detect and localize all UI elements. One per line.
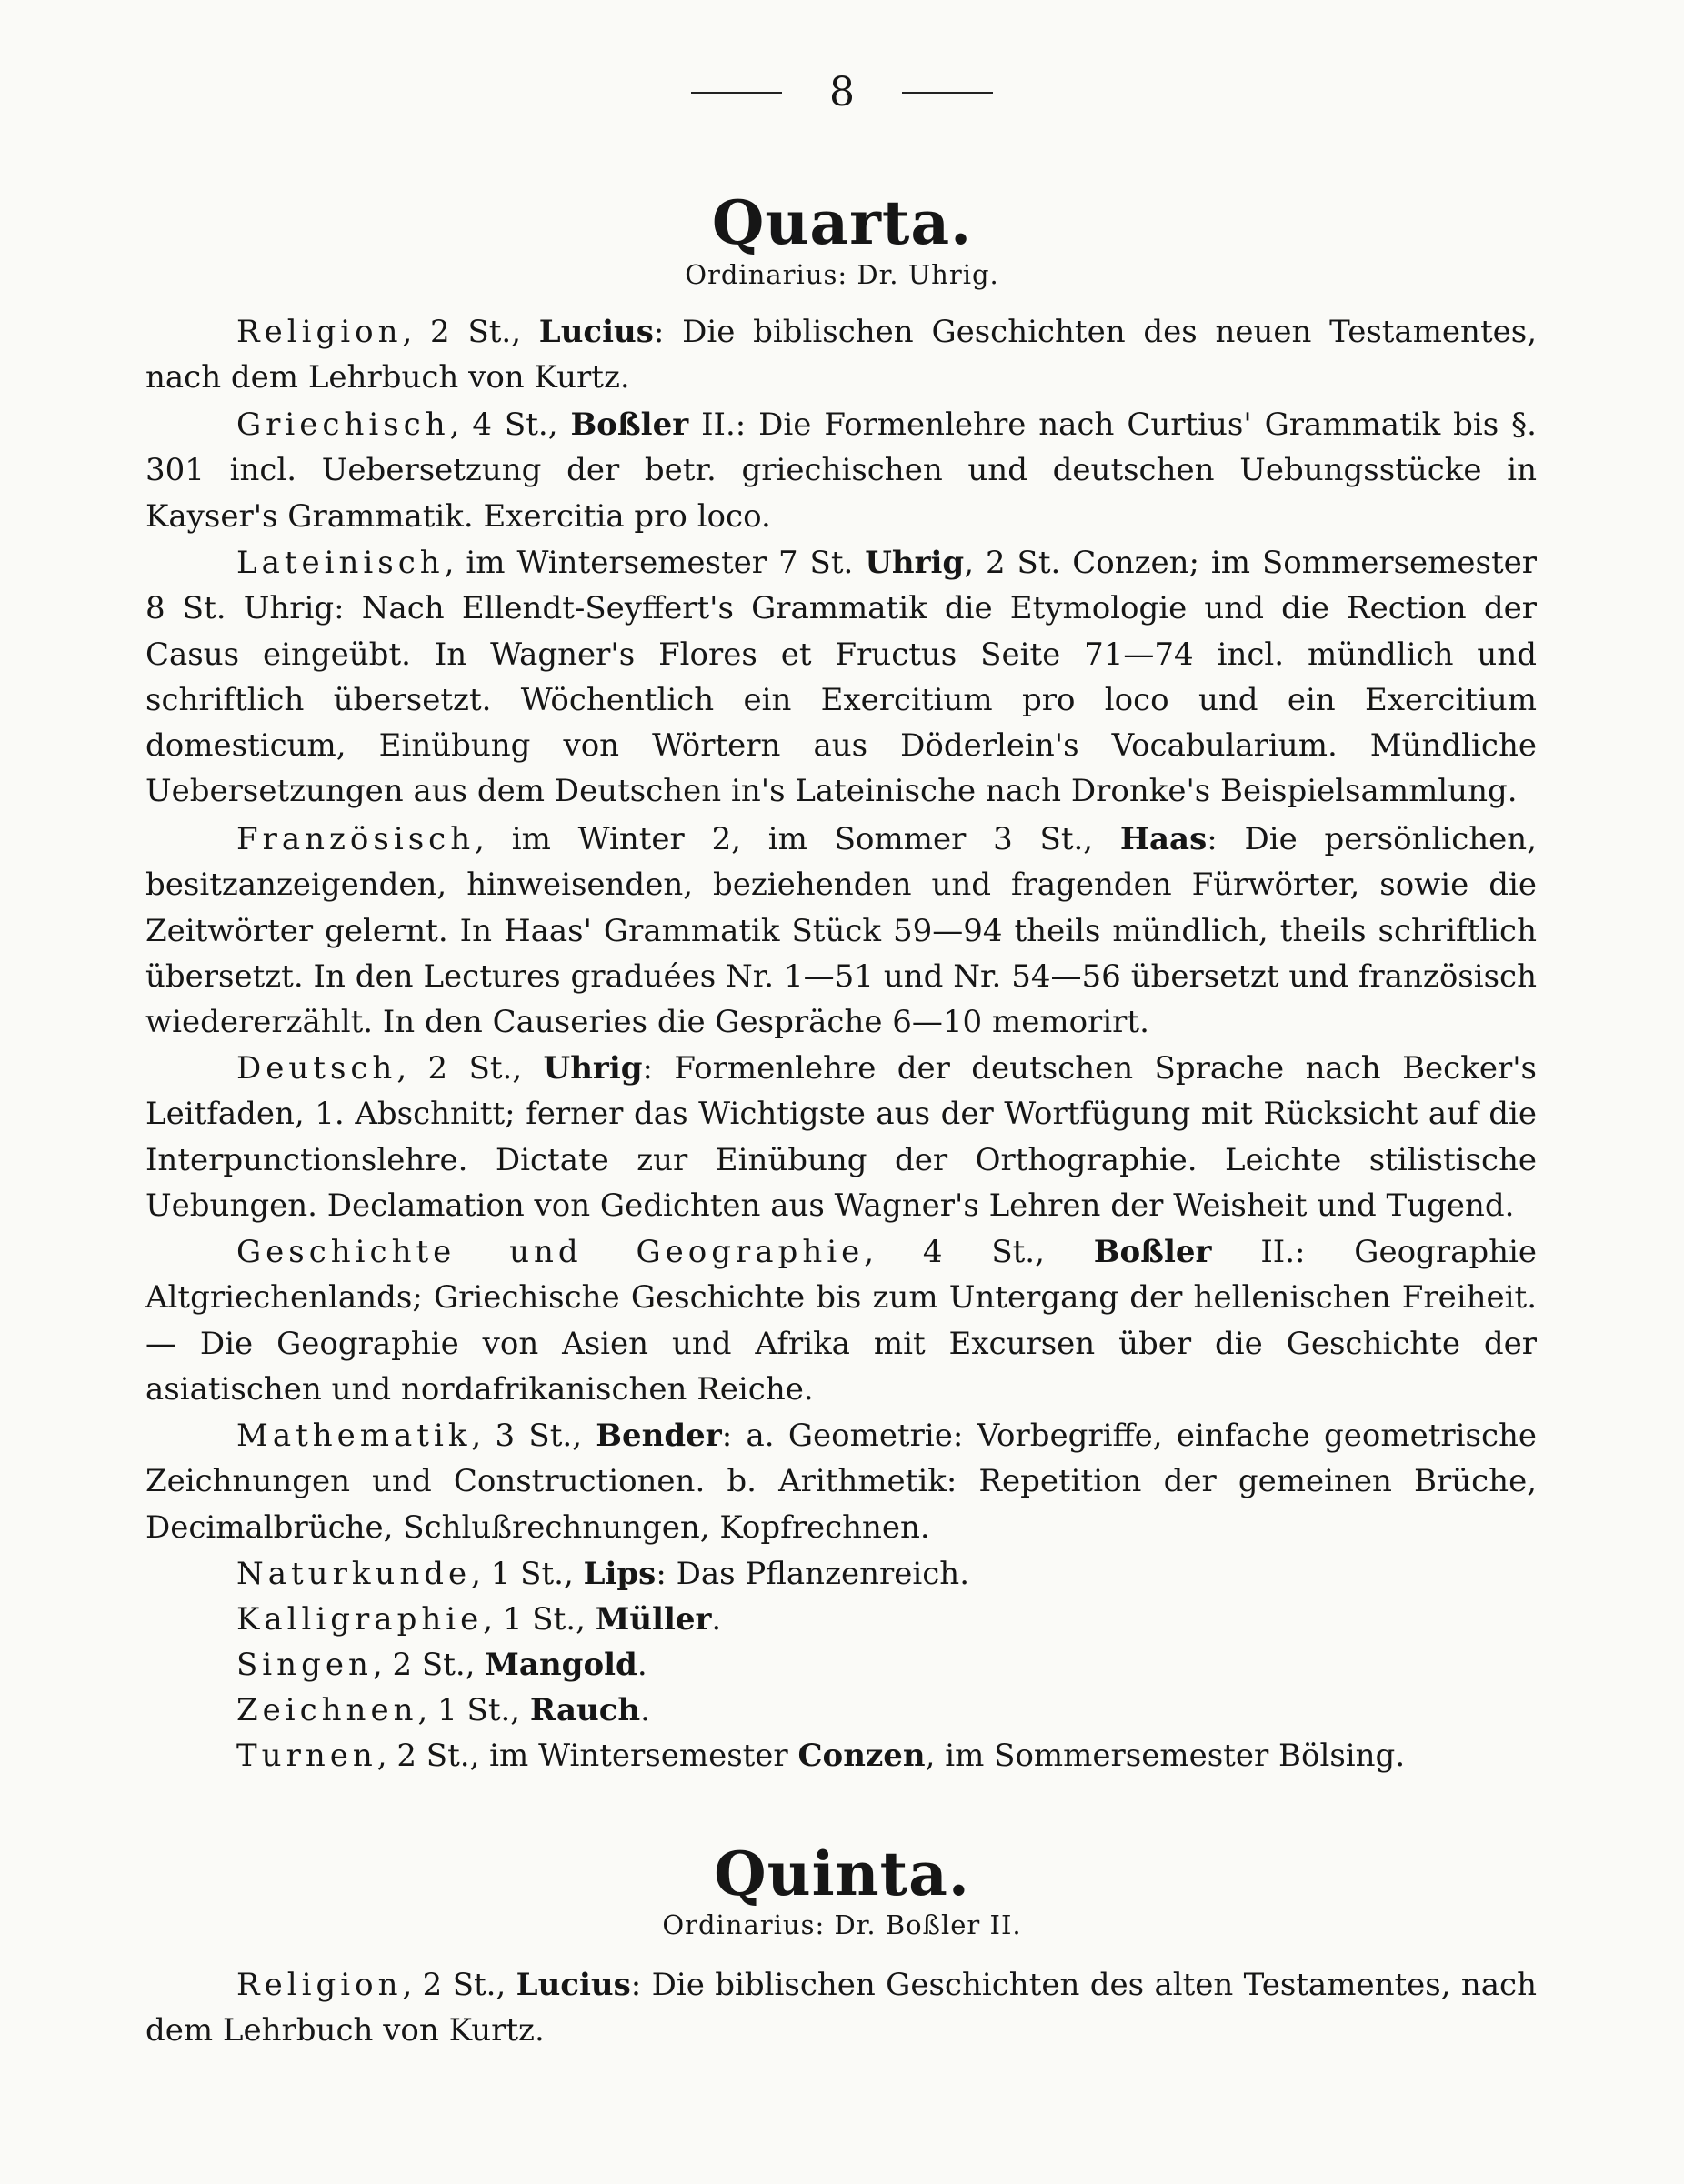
- course-description: .: [637, 1647, 647, 1683]
- course-description: , 2 St. Conzen; im Sommersemester 8 St. Uhrig: Nach Ellendt-Seyffert's Grammatik die Etymologie und die Rection der Casus eingeübt. In Wagner's Flores et Fructus Seite 71—74 incl. mündlich und schriftlich übersetzt. Wöchentlich ein Exercitium pro loco und ein Exercitium domesticum, Einübung von Wörtern aus Döderlein's Vocabularium. Mündliche Uebersetzungen aus dem Deutschen in's Lateinische nach Dronke's Beispielsammlung.: [145, 545, 1537, 810]
- course-description: : Das Pflanzenreich.: [656, 1556, 970, 1592]
- teacher-name: Uhrig: [543, 1050, 643, 1087]
- subject-name: Religion: [236, 1967, 403, 2003]
- hours-text: , 2 St.,: [402, 314, 539, 350]
- subject-name: Religion: [236, 314, 403, 350]
- course-description: II.: Die Formenlehre nach Curtius' Grammatik bis §. 301 incl. Uebersetzung der betr. griechischen und deutschen Uebungsstücke in Kayser's Grammatik. Exercitia pro loco.: [145, 406, 1537, 535]
- course-geschichte-quarta: [145, 1229, 1537, 1412]
- page-header: [0, 69, 1684, 115]
- course-singen-quarta: [236, 1642, 1537, 1688]
- header-rule-left: [691, 92, 782, 94]
- page-number: 8: [829, 69, 855, 115]
- hours-text: , 1 St.,: [471, 1556, 584, 1592]
- teacher-name: Mangold: [485, 1647, 637, 1683]
- hours-text: , im Winter 2, im Sommer 3 St.,: [475, 821, 1120, 857]
- hours-text: , 1 St.,: [417, 1692, 530, 1728]
- course-kalligraphie-quarta: [236, 1597, 1537, 1642]
- header-rule-right: [902, 92, 993, 94]
- ordinarius-quarta: Ordinarius: Dr. Uhrig.: [685, 259, 999, 290]
- teacher-name: Uhrig: [865, 545, 965, 581]
- teacher-name: Conzen: [797, 1738, 926, 1774]
- hours-text: , 2 St.,: [396, 1050, 544, 1087]
- course-description: : Formenlehre der deutschen Sprache nach Becker's Leitfaden, 1. Abschnitt; ferner das Wichtigste aus der Wortfügung mit Rücksicht auf die Interpunctionslehre. Dictate zur Einübung der Orthographie. Leichte stilistische Uebungen. Declamation von Gedichten aus Wagner's Lehren der Weisheit und Tugend.: [145, 1050, 1537, 1224]
- subject-name: Französisch: [236, 821, 476, 857]
- teacher-name: Rauch: [529, 1692, 641, 1728]
- course-description: : Die biblischen Geschichten des alten Testamentes, nach dem Lehrbuch von Kurtz.: [145, 1967, 1537, 2049]
- course-griechisch-quarta: [145, 402, 1537, 539]
- teacher-name: Lucius: [538, 314, 654, 350]
- subject-name: Lateinisch: [236, 545, 445, 581]
- section-title-quarta: Quarta.: [711, 187, 973, 258]
- teacher-name: Lucius: [516, 1967, 631, 2003]
- course-description: .: [640, 1692, 650, 1728]
- hours-text: , 3 St.,: [471, 1418, 596, 1454]
- subject-name: Mathematik: [236, 1418, 472, 1454]
- course-description: II.: Geographie Altgriechenlands; Griechische Geschichte bis zum Untergang der hellenischen Freiheit. — Die Geographie von Asien und Afrika mit Excursen über die Geschichte der asiatischen und nordafrikanischen Reiche.: [145, 1234, 1537, 1408]
- hours-text: , 2 St.,: [372, 1647, 486, 1683]
- subject-name: Deutsch: [236, 1050, 397, 1087]
- teacher-name: Boßler: [570, 406, 689, 443]
- course-zeichnen-quarta: [236, 1688, 1537, 1733]
- ordinarius-quinta: Ordinarius: Dr. Boßler II.: [662, 1909, 1022, 1940]
- course-naturkunde-quarta: [236, 1551, 1537, 1597]
- course-mathematik-quarta: [145, 1413, 1537, 1550]
- course-description: : a. Geometrie: Vorbegriffe, einfache geometrische Zeichnungen und Constructionen. b. Arithmetik: Repetition der gemeinen Brüche, Decimalbrüche, Schlußrechnungen, Kopfrechnen.: [145, 1418, 1538, 1546]
- course-description: , im Sommersemester Bölsing.: [925, 1738, 1406, 1774]
- hours-text: , 1 St.,: [483, 1601, 596, 1638]
- subject-name: Zeichnen: [236, 1692, 418, 1728]
- teacher-name: Müller: [595, 1601, 712, 1638]
- course-religion-quarta: [145, 309, 1537, 401]
- subject-name: Geschichte und Geographie: [236, 1234, 865, 1270]
- teacher-name: Lips: [583, 1556, 657, 1592]
- subject-name: Turnen: [236, 1738, 377, 1774]
- hours-text: , im Wintersemester 7 St.: [444, 545, 866, 581]
- course-franzoesisch-quarta: [145, 816, 1537, 1045]
- hours-text: , 4 St.,: [864, 1234, 1094, 1270]
- course-description: : Die persönlichen, besitzanzeigenden, hinweisenden, beziehenden und fragenden Fürwörter, sowie die Zeitwörter gelernt. In Haas' Grammatik Stück 59—94 theils mündlich, theils schriftlich übersetzt. In den Lectures graduées Nr. 1—51 und Nr. 54—56 übersetzt und französisch wiedererzählt. In den Causeries die Gespräche 6—10 memorirt.: [145, 821, 1537, 1041]
- subject-name: Kalligraphie: [236, 1601, 484, 1638]
- subject-name: Griechisch: [236, 406, 450, 443]
- teacher-name: Haas: [1119, 821, 1208, 857]
- subject-name: Naturkunde: [236, 1556, 472, 1592]
- course-lateinisch-quarta: [145, 540, 1537, 815]
- subject-name: Singen: [236, 1647, 373, 1683]
- course-religion-quinta: [145, 1962, 1537, 2054]
- teacher-name: Bender: [596, 1418, 722, 1454]
- section-title-quinta: Quinta.: [714, 1838, 970, 1909]
- course-turnen-quarta: [236, 1733, 1537, 1778]
- teacher-name: Boßler: [1093, 1234, 1212, 1270]
- course-description: : Die biblischen Geschichten des neuen Testamentes, nach dem Lehrbuch von Kurtz.: [145, 314, 1537, 396]
- course-deutsch-quarta: [145, 1046, 1537, 1228]
- hours-text: , 2 St., im Wintersemester: [376, 1738, 798, 1774]
- hours-text: , 2 St.,: [402, 1967, 516, 2003]
- hours-text: , 4 St.,: [449, 406, 571, 443]
- course-description: .: [711, 1601, 722, 1638]
